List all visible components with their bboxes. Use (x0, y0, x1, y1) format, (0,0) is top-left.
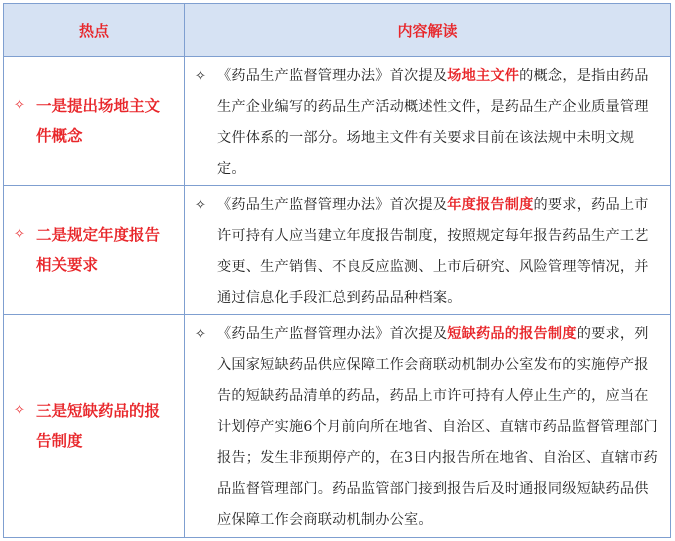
hotspot-cell (4, 186, 185, 315)
hotspot-cell (4, 57, 185, 186)
interpretation-cell (185, 315, 671, 538)
interpretation-cell (185, 57, 671, 186)
diamond-bullet-icon: ✧ (14, 98, 25, 113)
header-interpretation: 内容解读 (185, 4, 671, 57)
table-row (4, 57, 671, 186)
table-header-row (4, 4, 671, 57)
diamond-bullet-icon: ✧ (195, 327, 207, 342)
hotspot-text: 三是短缺药品的报告制度 (36, 402, 161, 450)
hotspot-text: 一是提出场地主文件概念 (36, 97, 161, 145)
header-hotspot: 热点 (4, 4, 185, 57)
text-pre: 《药品生产监督管理办法》首次提及 (217, 68, 448, 84)
hotspot-table-container (3, 3, 671, 538)
interpretation-text (217, 319, 658, 536)
diamond-bullet-icon: ✧ (14, 227, 25, 242)
table-row (4, 186, 671, 315)
diamond-bullet-icon: ✧ (195, 69, 207, 84)
hotspot-cell (4, 315, 185, 538)
text-post: 的概念，是指由药品生产企业编写的药品生产活动概述性文件，是药品生产企业质量管理文件体系的一部分。场地主文件有关要求目前在该法规中未明文规定。 (217, 68, 649, 177)
text-post: 的要求，列入国家短缺药品供应保障工作会商联动机制办公室发布的实施停产报告的短缺药品清单的药品，药品上市许可持有人停止生产的，应当在计划停产实施6个月前向所在地省、自治区、直辖市药品监督管理部门报告；发生非预期停产的，在3日内报告所在地省、自治区、直辖市药品监督管理部门。药品监管部门接到报告后及时通报同级短缺药品供应保障工作会商联动机制办公室。 (217, 326, 658, 528)
highlight-term: 短缺药品的报告制度 (447, 326, 577, 342)
table-row (4, 315, 671, 538)
text-post: 的要求，药品上市许可持有人应当建立年度报告制度，按照规定每年报告药品生产工艺变更、生产销售、不良反应监测、上市后研究、风险管理等情况，并通过信息化手段汇总到药品品种档案。 (217, 197, 649, 306)
interpretation-cell (185, 186, 671, 315)
text-pre: 《药品生产监督管理办法》首次提及 (217, 197, 448, 213)
highlight-term: 年度报告制度 (447, 197, 534, 213)
highlight-term: 场地主文件 (447, 68, 520, 84)
diamond-bullet-icon: ✧ (14, 403, 25, 418)
diamond-bullet-icon: ✧ (195, 198, 207, 213)
text-pre: 《药品生产监督管理办法》首次提及 (217, 326, 448, 342)
hotspot-text: 二是规定年度报告相关要求 (36, 226, 161, 274)
hotspot-table (3, 3, 671, 538)
interpretation-text (217, 190, 658, 314)
interpretation-text (217, 61, 658, 185)
